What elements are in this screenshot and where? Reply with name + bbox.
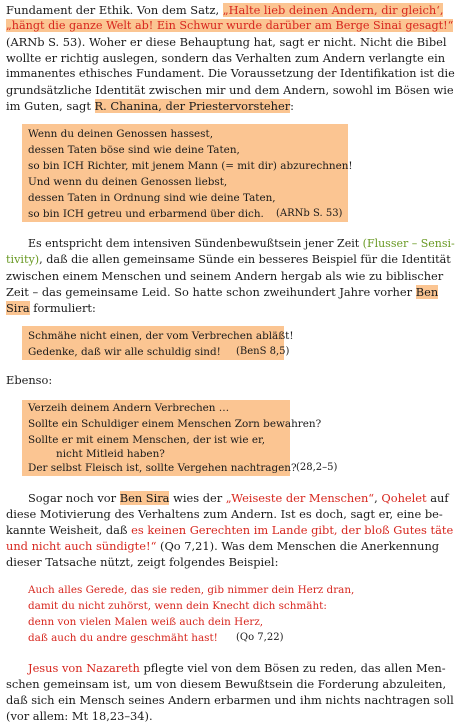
paragraph-line: grundsätzliche Identität zwischen mir und dem Andern, sowohl im Bösen wie — [6, 83, 454, 97]
paragraph-line: (vor allem: Mt 18,23–34). — [6, 709, 153, 723]
paragraph-line — [6, 18, 453, 34]
quote-line: dessen Taten böse sind wie deine Taten, — [28, 144, 240, 156]
quote-line: Der selbst Fleisch ist, sollte Vergehen nachtragen? — [28, 462, 297, 474]
paragraph-line: daß sich ein Mensch seines Andern erbarmen und ihm nichts nachtragen soll — [6, 693, 454, 707]
quote-line: Und wenn du deinen Genossen liebst, — [28, 176, 228, 188]
quote-line: so bin ICH getreu und erbarmend über dich. — [28, 208, 264, 220]
text-span: auf — [426, 491, 449, 505]
text-span: im Guten, sagt — [6, 99, 95, 113]
quote-line: Schmähe nicht einen, der vom Verbrechen abläßt! — [28, 330, 294, 342]
paragraph-line — [28, 236, 455, 252]
text-span: Es entspricht dem intensiven Sündenbewußtsein jener Zeit — [28, 237, 363, 250]
text-span: Fundament der Ethik. Von dem Satz, — [6, 3, 223, 17]
quote-line: Sollte er mit einem Menschen, der ist wie er, — [28, 434, 266, 446]
paragraph-line: schen gemeinsam ist, um von diesem Bewußtsein die Forderung abzuleiten, — [6, 677, 447, 691]
text-span: , — [374, 491, 382, 505]
text-span: Sogar noch vor — [28, 491, 120, 505]
quote-line: Wenn du deinen Genossen hassest, — [28, 128, 213, 140]
text-span: pflegte viel von dem Bösen zu reden, das allen Men- — [139, 661, 446, 675]
text-span: kannte Weisheit, daß — [6, 523, 132, 537]
paragraph-line: zwischen einem Menschen und seinem Andern hergab als wie zu biblischer — [6, 269, 444, 283]
red-quote: und nicht auch sündigte!“ — [6, 539, 157, 553]
citation: (Qo 7,22) — [236, 632, 284, 643]
reference-link: (Flusser – Sensi- — [362, 237, 455, 250]
red-name: Qohelet — [381, 491, 427, 505]
paragraph-line: (ARNb S. 53). Woher er diese Behauptung hat, sagt er nicht. Nicht die Bibel — [6, 35, 447, 49]
paragraph-line — [6, 522, 453, 538]
quote-line: Sollte ein Schuldiger einem Menschen Zorn bewahren? — [28, 418, 322, 430]
quote-line: so bin ICH Richter, mit jenem Mann (= mit dir) abzurechnen! — [28, 160, 353, 172]
quote-line: Auch alles Gerede, das sie reden, gib nimmer dein Herz dran, — [28, 584, 355, 596]
text-span: (Qo 7,21). Was dem Menschen die Anerkennung — [156, 539, 440, 553]
highlighted-name: Ben Sira — [119, 491, 170, 505]
highlighted-name: Sira — [6, 301, 30, 315]
paragraph-line — [28, 490, 449, 506]
citation: (28,2–5) — [296, 462, 338, 473]
text-span: , daß die allen gemeinsame Sünde ein besseres Beispiel für die Identität — [39, 253, 451, 266]
highlighted-quote: „Halte lieb deinen Andern, dir gleich‘, — [222, 3, 444, 17]
highlighted-name: Ben — [415, 285, 439, 299]
highlighted-name: R. Chanina, der Priestervorsteher — [94, 99, 291, 113]
quote-line: dessen Taten in Ordnung sind wie deine Taten, — [28, 192, 276, 204]
text-span: Zeit – das gemeinsame Leid. So hatte schon zweihundert Jahre vorher — [6, 285, 416, 299]
paragraph-line — [6, 98, 294, 114]
paragraph-line — [6, 284, 438, 300]
red-name: Jesus von Nazareth — [28, 661, 140, 675]
paragraph-line: dieser Tatsache nützt, zeigt folgendes Beispiel: — [6, 555, 279, 569]
paragraph-line — [6, 300, 96, 316]
red-quote: es keinen Gerechten im Lande gibt, der bloß Gutes täte — [131, 523, 454, 537]
paragraph-line — [6, 252, 451, 268]
red-quote: „Weiseste der Menschen“ — [225, 491, 375, 505]
paragraph-line — [28, 660, 446, 676]
text-span: : — [290, 99, 295, 113]
quote-line: nicht Mitleid haben? — [56, 448, 165, 460]
quote-line: daß auch du andre geschmäht hast! — [28, 632, 218, 644]
citation: (ARNb S. 53) — [276, 208, 343, 219]
quote-line: denn von vielen Malen weiß auch dein Herz, — [28, 616, 264, 628]
paragraph-line: immanentes ethisches Fundament. Die Voraussetzung der Identifikation ist die — [6, 67, 455, 80]
quote-line: damit du nicht zuhörst, wenn dein Knecht dich schmäht: — [28, 600, 327, 612]
paragraph-line — [6, 2, 443, 18]
text-span: formuliert: — [29, 301, 96, 315]
quote-line: Gedenke, daß wir alle schuldig sind! — [28, 346, 221, 358]
quote-line: Verzeih deinem Andern Verbrechen … — [28, 402, 230, 414]
paragraph-line: wollte er richtig auslegen, sondern das Verhalten zum Andern verlangte ein — [6, 51, 446, 65]
paragraph-line — [6, 538, 439, 554]
citation: (BenS 8,5) — [236, 346, 290, 357]
highlighted-quote: „hängt die ganze Welt ab! Ein Schwur wurde darüber am Berge Sinai gesagt!“ — [6, 19, 454, 32]
paragraph-line: Ebenso: — [6, 373, 53, 387]
text-span: wies der — [169, 491, 226, 505]
reference-link: tivity) — [6, 253, 40, 266]
paragraph-line: diese Motivierung des Verhaltens zum Andern. Ist es doch, sagt er, eine be- — [6, 507, 443, 521]
